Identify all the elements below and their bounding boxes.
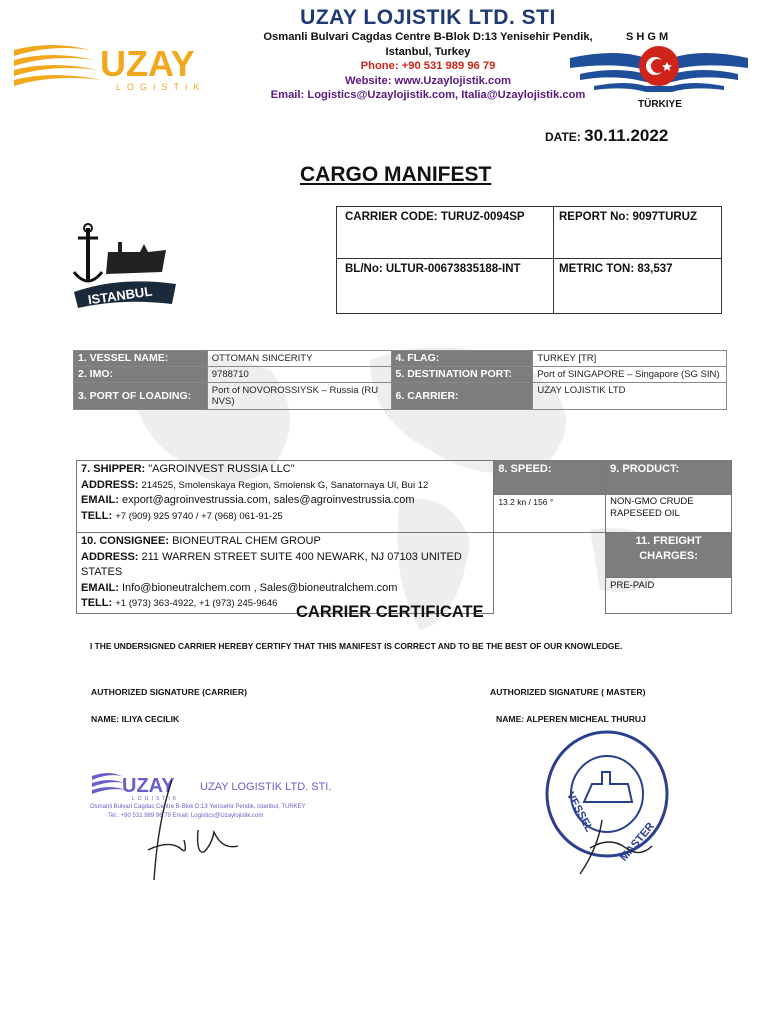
carrier-value: UZAY LOJISTIK LTD xyxy=(533,383,727,410)
report-no: REPORT No: 9097TURUZ xyxy=(559,211,698,223)
shipper-tel: +7 (909) 925 9740 / +7 (968) 061-91-25 xyxy=(115,510,283,522)
flag-label: 4. FLAG: xyxy=(391,351,533,367)
stamp-sub: LOGISTIK xyxy=(132,796,180,802)
vessel-master-stamp xyxy=(540,728,675,878)
company-website: Website: www.Uzaylojistik.com xyxy=(345,74,511,87)
uzay-logo-text: UZAY xyxy=(100,43,195,84)
shipper-consignee-table xyxy=(76,460,732,614)
carrier-code: CARRIER CODE: TURUZ-0094SP xyxy=(345,211,525,223)
stamp-brand: UZAY xyxy=(122,775,175,797)
company-email: Email: Logistics@Uzaylojistik.com, Italia@Uzaylojistik.com xyxy=(270,89,586,101)
stamp-company: UZAY LOGISTIK LTD. STI. xyxy=(200,781,332,793)
company-phone: Phone: +90 531 989 96 79 xyxy=(360,60,496,72)
shipper-cell: 7. SHIPPER: "AGROINVEST RUSSIA LLC" ADDRESS: 214525, Smolenskaya Region, Smolensk G, Sanatornaya Ul, Bui 12 EMAIL: export@agroinvestrussia.com, sales@agroinvestrussia.com TELL: +7 (909) 925 9740 / +7 (968) 061-91-25 xyxy=(77,461,494,533)
istanbul-anchor-logo xyxy=(70,222,180,312)
consignee-name: BIONEUTRAL CHEM GROUP xyxy=(172,535,321,547)
destination-label: 5. DESTINATION PORT: xyxy=(391,367,533,383)
vessel-name-label: 1. VESSEL NAME: xyxy=(74,351,208,367)
company-name: UZAY LOJISTIK LTD. STI xyxy=(300,6,556,29)
company-stamp xyxy=(88,770,348,890)
shipper-name: "AGROINVEST RUSSIA LLC" xyxy=(148,463,295,475)
stamp-text-vessel: VESSEL xyxy=(563,790,595,835)
shgm-top-text: S H G M xyxy=(626,31,669,43)
consignee-label: 10. CONSIGNEE: xyxy=(81,535,170,547)
product-value: NON-GMO CRUDE RAPESEED OIL xyxy=(606,495,732,533)
carrier-label: 6. CARRIER: xyxy=(391,383,533,410)
company-address-2: Istanbul, Turkey xyxy=(385,45,471,58)
destination-value: Port of SINGAPORE – Singapore (SG SIN) xyxy=(533,367,727,383)
consignee-address: 211 WARREN STREET SUITE 400 NEWARK, NJ 07103 UNITED STATES xyxy=(81,550,462,578)
master-name: NAME: ALPEREN MICHEAL THURUJ xyxy=(496,714,646,724)
consignee-email: Info@bioneutralchem.com , Sales@bioneutralchem.com xyxy=(121,581,398,594)
shipper-email: export@agroinvestrussia.com, sales@agroinvestrussia.com xyxy=(121,494,415,506)
shgm-bottom-text: TÜRKIYE xyxy=(638,99,682,110)
carrier-signature-label: AUTHORIZED SIGNATURE (CARRIER) xyxy=(91,687,247,697)
stamp-address: Osmanli Bulvari Cagdas Centre B-Blok D:13 Yenisehir Pendik, Istanbul, TURKEY xyxy=(90,804,306,810)
carrier-info-box xyxy=(336,206,722,314)
vessel-table xyxy=(73,350,727,410)
table-row xyxy=(74,351,727,367)
vessel-name-value: OTTOMAN SINCERITY xyxy=(207,351,391,367)
master-signature-label: AUTHORIZED SIGNATURE ( MASTER) xyxy=(490,687,646,697)
manifest-date: DATE: 30.11.2022 xyxy=(545,126,669,145)
company-address-1: Osmanli Bulvari Cagdas Centre B-Blok D:13 Yenisehir Pendik, xyxy=(263,31,593,43)
speed-value: 13.2 kn / 156 ° xyxy=(494,495,606,533)
speed-label: 8. SPEED: xyxy=(494,461,606,495)
stamp-contact: Tel.: +90 531 989 96 79 Email: Logistics@Uzaylojistik.com xyxy=(108,813,264,819)
certificate-title: CARRIER CERTIFICATE xyxy=(296,603,484,621)
carrier-name: NAME: ILIYA CECILIK xyxy=(91,714,180,724)
freight-label: 11. FREIGHT CHARGES: xyxy=(606,533,732,578)
flag-value: TURKEY [TR] xyxy=(533,351,727,367)
table-row xyxy=(77,461,732,495)
freight-value: PRE-PAID xyxy=(606,578,732,613)
loading-port-label: 3. PORT OF LOADING: xyxy=(74,383,208,410)
table-row xyxy=(77,533,732,578)
uzay-logo-sub: LOGISTIK xyxy=(116,82,206,92)
product-label: 9. PRODUCT: xyxy=(606,461,732,495)
uzay-logo xyxy=(12,40,257,95)
shgm-turkiye-logo xyxy=(566,18,752,110)
metric-ton: METRIC TON: 83,537 xyxy=(559,263,673,275)
bl-no: BL/No: ULTUR-00673835188-INT xyxy=(345,263,521,275)
loading-port-value: Port of NOVOROSSIYSK – Russia (RU NVS) xyxy=(207,383,391,410)
shipper-address: 214525, Smolenskaya Region, Smolensk G, Sanatornaya Ul, Bui 12 xyxy=(141,479,429,491)
consignee-cell: 10. CONSIGNEE: BIONEUTRAL CHEM GROUP ADDRESS: 211 WARREN STREET SUITE 400 NEWARK, NJ 07103 UNITED STATES EMAIL: Info@bioneutralchem.com , Sales@bioneutralchem.com TELL: +1 (973) 363-4922, +1 (973) 245-9646 xyxy=(77,533,494,614)
istanbul-text: ISTANBUL xyxy=(86,283,154,308)
certificate-text: I THE UNDERSIGNED CARRIER HEREBY CERTIFY THAT THIS MANIFEST IS CORRECT AND TO BE THE BEST OF OUR KNOWLEDGE. xyxy=(90,641,623,651)
consignee-tel: +1 (973) 363-4922, +1 (973) 245-9646 xyxy=(115,598,278,609)
page-title: CARGO MANIFEST xyxy=(300,163,492,186)
shipper-label: 7. SHIPPER: xyxy=(81,463,146,475)
stamp-text-master: MASTER xyxy=(617,820,657,864)
table-row xyxy=(74,383,727,410)
company-header xyxy=(238,6,618,103)
table-row xyxy=(74,367,727,383)
imo-label: 2. IMO: xyxy=(74,367,208,383)
imo-value: 9788710 xyxy=(207,367,391,383)
